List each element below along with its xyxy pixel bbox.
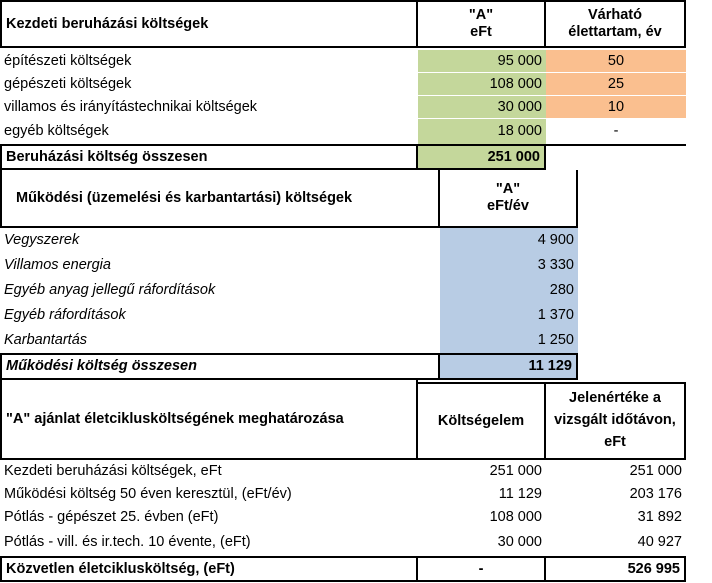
- investment-total-label: Beruházási költség összesen: [0, 144, 418, 170]
- lifecycle-row-label: Pótlás - gépészet 25. évben (eFt): [4, 509, 219, 526]
- investment-row-value: 108 000: [418, 73, 546, 95]
- operating-row-value: 4 900: [440, 228, 578, 253]
- investment-row-label: egyéb költségek: [4, 123, 109, 140]
- lifecycle-col-cost: Költségelem: [418, 382, 546, 460]
- lifecycle-row-present: 40 927: [637, 534, 682, 551]
- operating-col-a-unit: eFt/év: [487, 198, 529, 214]
- investment-row-value: 95 000: [418, 50, 546, 72]
- investment-col-life: Várható élettartam, év: [546, 0, 686, 48]
- investment-title: Kezdeti beruházási költségek: [0, 0, 418, 48]
- lifecycle-col-present: Jelenértéke a vizsgált időtávon, eFt: [546, 382, 686, 460]
- investment-row-label: gépészeti költségek: [4, 75, 132, 92]
- investment-row-value: 30 000: [418, 96, 546, 118]
- lifecycle-row-present: 31 892: [637, 509, 682, 526]
- investment-row-value: 18 000: [418, 119, 546, 144]
- operating-total-value: 11 129: [440, 353, 578, 380]
- operating-row-label: Villamos energia: [4, 257, 111, 274]
- operating-row-label: Vegyszerek: [4, 232, 80, 249]
- lifecycle-row-cost: 251 000: [489, 463, 542, 480]
- lifecycle-total-cost: -: [418, 556, 546, 582]
- lifecycle-row-label: Pótlás - vill. és ir.tech. 10 évente, (eFt): [4, 534, 251, 551]
- investment-total-divider: [546, 144, 686, 146]
- lifecycle-row-cost: 30 000: [497, 534, 542, 551]
- operating-title: Működési (üzemelési és karbantartási) költségek: [0, 170, 440, 228]
- investment-row-life: 50: [546, 50, 686, 72]
- operating-row-label: Egyéb anyag jellegű ráfordítások: [4, 282, 216, 299]
- operating-row-value: 280: [440, 278, 578, 303]
- investment-row-life: 10: [546, 96, 686, 118]
- lifecycle-total-label: Közvetlen életciklusköltség, (eFt): [0, 556, 418, 582]
- investment-col-a-unit: eFt: [470, 24, 492, 40]
- investment-row-label: villamos és irányítástechnikai költségek: [4, 98, 258, 115]
- operating-col-a: "A": [495, 181, 521, 198]
- lifecycle-title: "A" ajánlat életciklusköltségének meghatározása: [0, 380, 418, 460]
- operating-row-value: 1 370: [440, 303, 578, 328]
- operating-total-label: Működési költség összesen: [0, 353, 440, 380]
- lifecycle-row-cost: 11 129: [498, 486, 542, 503]
- operating-row-label: Karbantartás: [4, 332, 88, 349]
- operating-row-value: 1 250: [440, 328, 578, 353]
- lifecycle-row-label: Működési költség 50 éven keresztül, (eFt/év): [4, 486, 292, 503]
- investment-row-life: 25: [546, 73, 686, 95]
- operating-col-a-header: [440, 170, 578, 228]
- operating-row-value: 3 330: [440, 253, 578, 278]
- investment-row-label: építészeti költségek: [4, 52, 132, 69]
- investment-row-life: -: [613, 123, 619, 140]
- lifecycle-row-present: 203 176: [629, 486, 682, 503]
- investment-col-a-header: [418, 0, 546, 48]
- operating-row-label: Egyéb ráfordítások: [4, 307, 126, 324]
- lifecycle-row-present: 251 000: [629, 463, 682, 480]
- lifecycle-row-cost: 108 000: [489, 509, 542, 526]
- lifecycle-row-label: Kezdeti beruházási költségek, eFt: [4, 463, 222, 480]
- investment-col-a: "A": [468, 7, 494, 24]
- investment-total-value: 251 000: [418, 144, 546, 170]
- lifecycle-total-present: 526 995: [546, 556, 686, 582]
